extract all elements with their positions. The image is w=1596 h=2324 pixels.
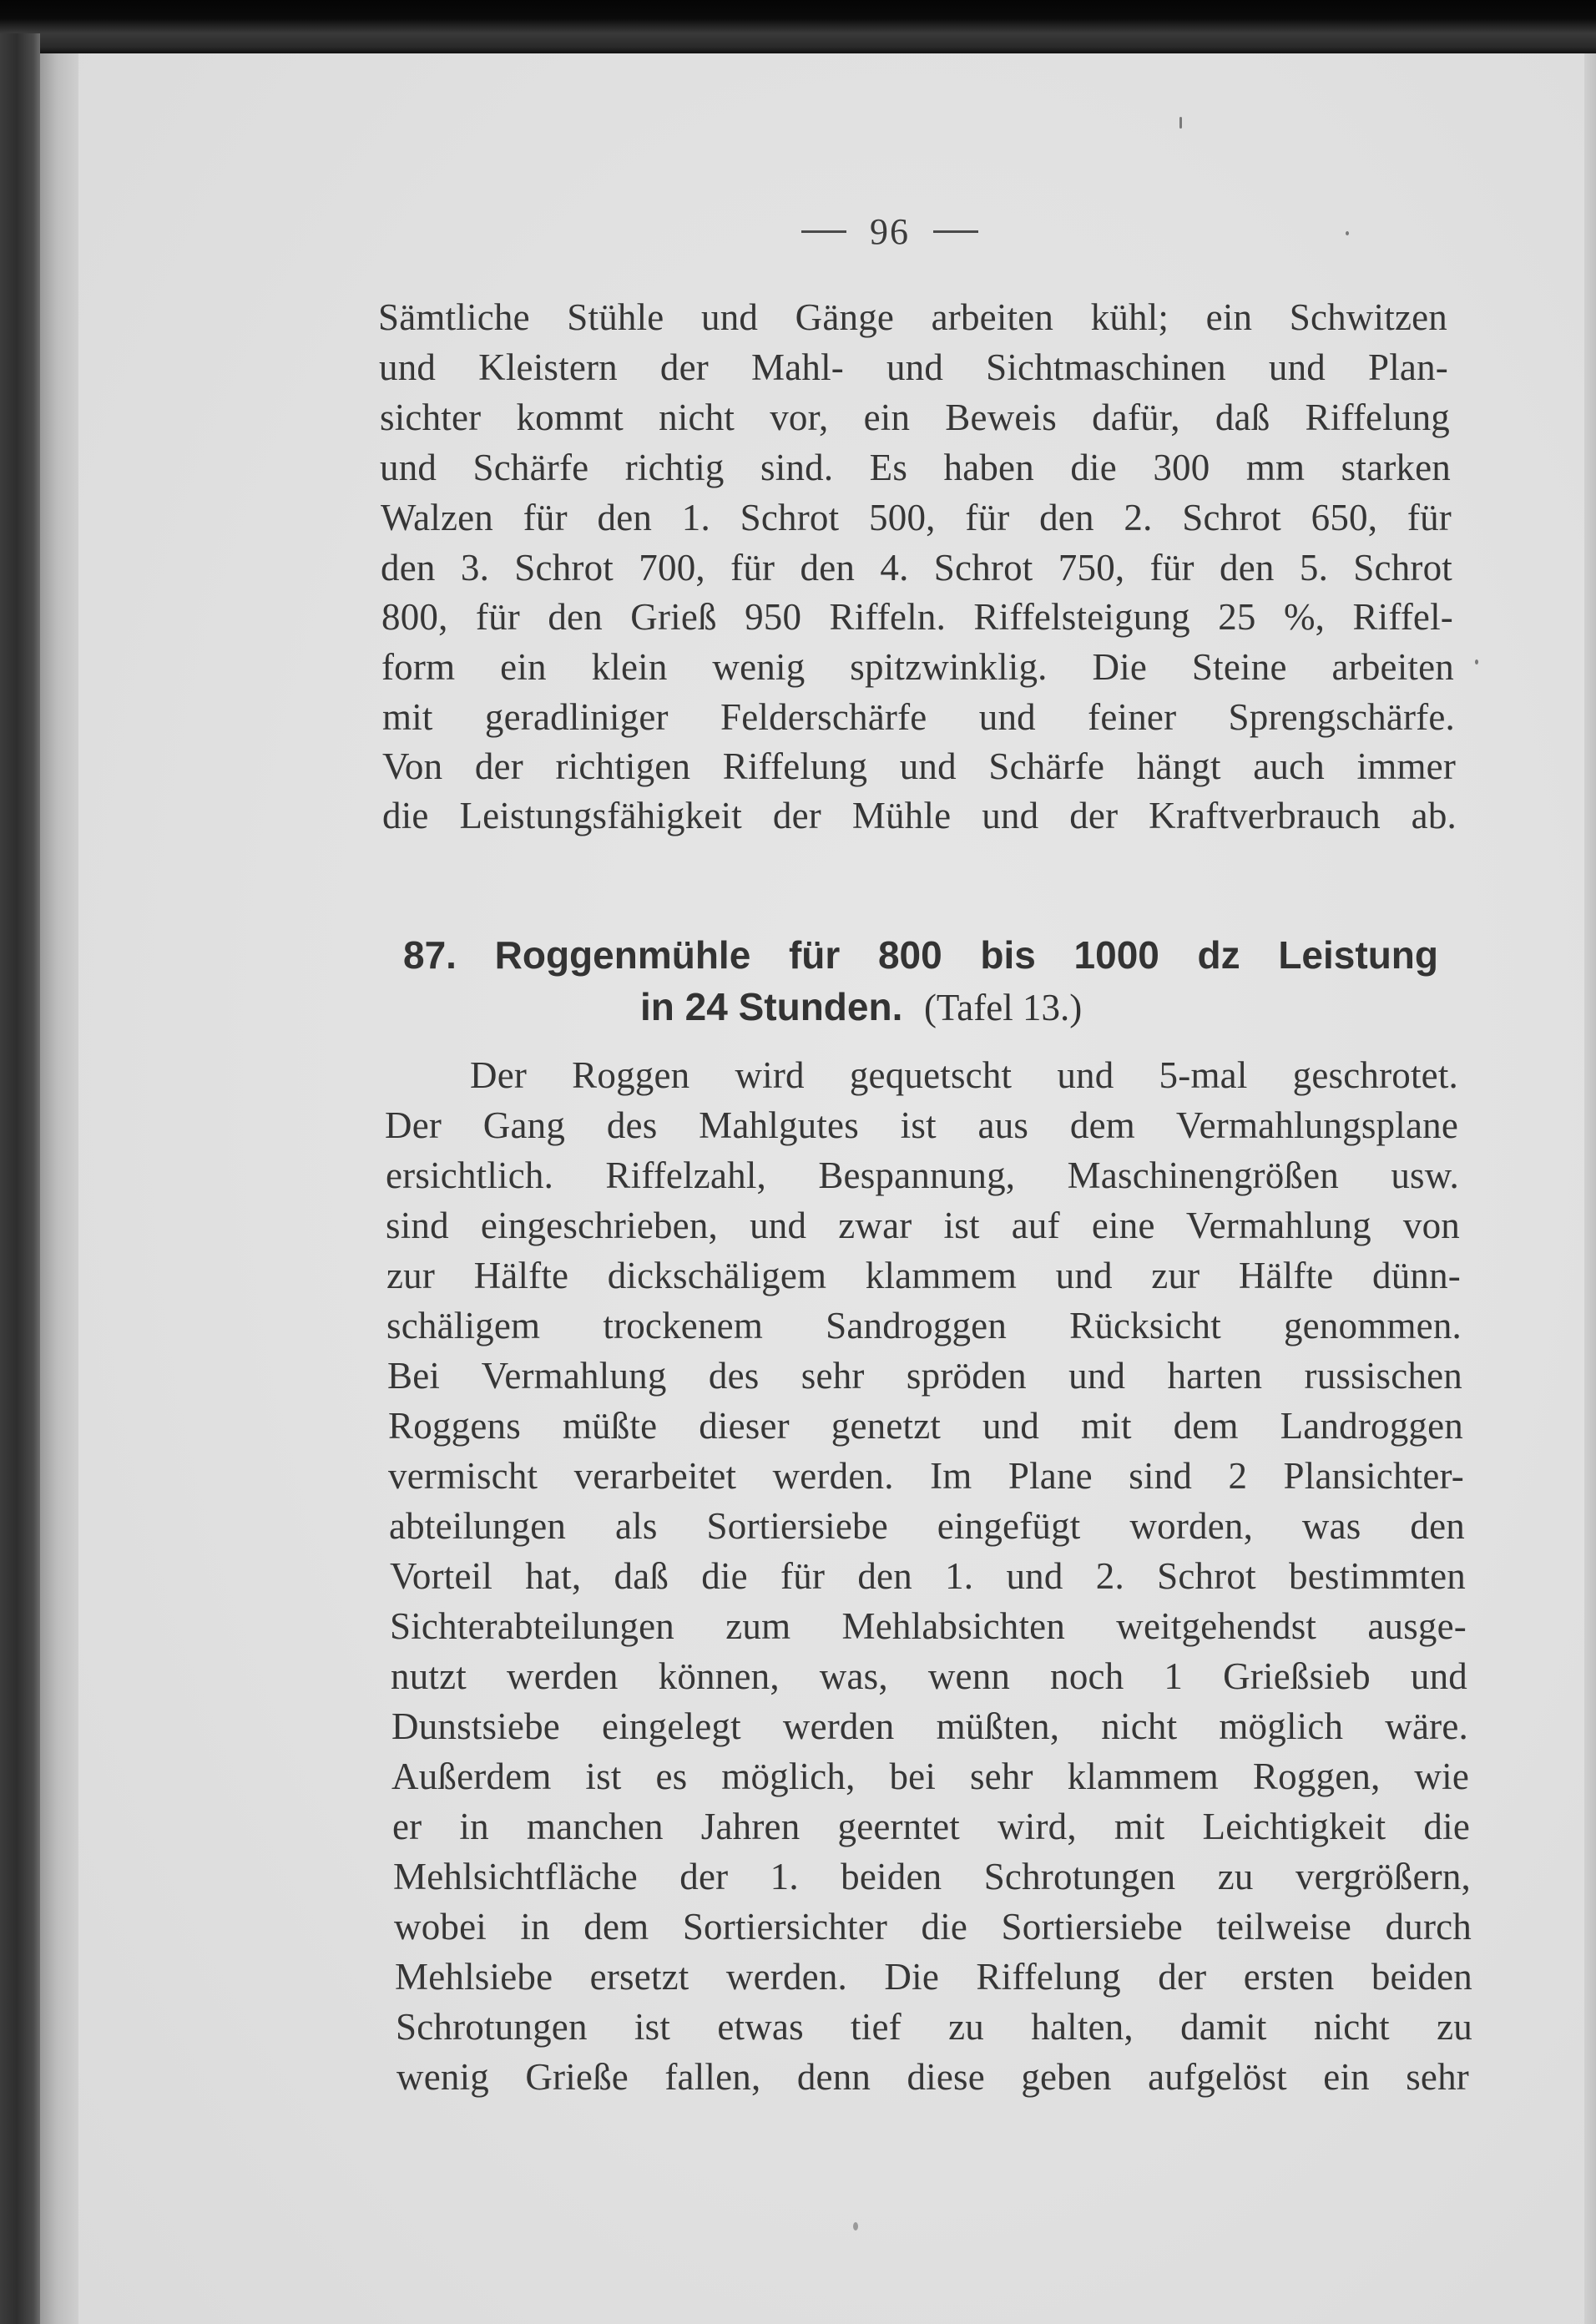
section-heading-line-1 <box>403 930 1438 980</box>
text-line: form ein klein wenig spitzwinklig. Die Steine arbeiten <box>381 646 1454 688</box>
text-line: wobei in dem Sortiersichter die Sortiersiebe teilweise durch <box>394 1906 1472 1948</box>
text-line: abteilungen als Sortiersiebe eingefügt worden, was den <box>389 1505 1465 1547</box>
section-number: 87. <box>403 933 457 977</box>
section-title-line-1: Roggenmühle für 800 bis 1000 dz Leistung <box>494 933 1438 977</box>
text-line: Bei Vermahlung des sehr spröden und harten russischen <box>387 1355 1462 1397</box>
scan-speck <box>1179 117 1182 129</box>
text-line: Dunstsiebe eingelegt werden müßten, nicht möglich wäre. <box>391 1705 1468 1747</box>
text-line: nutzt werden können, was, wenn noch 1 Grießsieb und <box>391 1655 1467 1697</box>
text-line: wenig Grieße fallen, denn diese geben aufgelöst ein sehr <box>396 2056 1469 2098</box>
section-heading-line-2 <box>640 982 1258 1033</box>
text-line: Roggens müßte dieser genetzt und mit dem Landroggen <box>388 1405 1463 1447</box>
text-line: und Schärfe richtig sind. Es haben die 300 mm starken <box>380 447 1451 488</box>
page-right-edge <box>1584 53 1596 2324</box>
text-line: 800, für den Grieß 950 Riffeln. Riffelsteigung 25 %, Riffel- <box>381 596 1453 638</box>
right-dash <box>933 230 978 233</box>
text-line: Der Gang des Mahlgutes ist aus dem Vermahlungsplane <box>385 1104 1458 1146</box>
left-dash <box>801 230 846 233</box>
scan-speck <box>1346 231 1349 235</box>
text-line: Von der richtigen Riffelung und Schärfe hängt auch immer <box>382 745 1456 787</box>
text-line: schäligem trockenem Sandroggen Rücksicht genommen. <box>386 1305 1462 1346</box>
text-line: Mehlsichtfläche der 1. beiden Schrotungen zu vergrößern, <box>393 1856 1471 1897</box>
plate-reference: (Tafel 13.) <box>923 987 1083 1028</box>
section-title-line-2: in 24 Stunden. <box>640 985 903 1028</box>
text-line: sind eingeschrieben, und zwar ist auf eine Vermahlung von <box>386 1205 1460 1246</box>
scan-speck <box>853 2222 858 2231</box>
page-gutter <box>40 53 78 2324</box>
text-line: Mehlsiebe ersetzt werden. Die Riffelung der ersten beiden <box>395 1956 1472 1998</box>
text-line: zur Hälfte dickschäligem klammem und zur Hälfte dünn- <box>386 1255 1461 1296</box>
scan-speck <box>1475 659 1478 664</box>
text-line: sichter kommt nicht vor, ein Beweis dafür, daß Riffelung <box>380 397 1450 438</box>
text-line: Walzen für den 1. Schrot 500, für den 2. Schrot 650, für <box>381 497 1452 538</box>
text-line: ersichtlich. Riffelzahl, Bespannung, Maschinengrößen usw. <box>386 1154 1459 1196</box>
page-number-header <box>801 210 978 252</box>
scan-top-edge <box>0 0 1596 53</box>
text-line: mit geradliniger Felderschärfe und feiner Sprengschärfe. <box>382 696 1455 738</box>
text-line: Schrotungen ist etwas tief zu halten, damit nicht zu <box>396 2006 1472 2048</box>
text-line: Der Roggen wird gequetscht und 5-mal geschrotet. <box>470 1054 1458 1096</box>
text-line: und Kleistern der Mahl- und Sichtmaschinen und Plan- <box>379 346 1448 388</box>
text-line: Sämtliche Stühle und Gänge arbeiten kühl; ein Schwitzen <box>378 296 1447 338</box>
text-line: Vorteil hat, daß die für den 1. und 2. Schrot bestimmten <box>390 1555 1466 1597</box>
book-binding-edge <box>0 33 40 2324</box>
text-line: er in manchen Jahren geerntet wird, mit Leichtigkeit die <box>392 1806 1470 1847</box>
text-line: Außerdem ist es möglich, bei sehr klammem Roggen, wie <box>391 1756 1469 1797</box>
text-line: den 3. Schrot 700, für den 4. Schrot 750, für den 5. Schrot <box>381 547 1452 589</box>
text-line: vermischt verarbeitet werden. Im Plane sind 2 Plansichter- <box>388 1455 1464 1497</box>
text-line: die Leistungsfähigkeit der Mühle und der Kraftverbrauch ab. <box>382 795 1457 836</box>
page-number: 96 <box>870 210 910 252</box>
text-line: Sichterabteilungen zum Mehlabsichten weitgehendst ausge- <box>390 1605 1467 1647</box>
